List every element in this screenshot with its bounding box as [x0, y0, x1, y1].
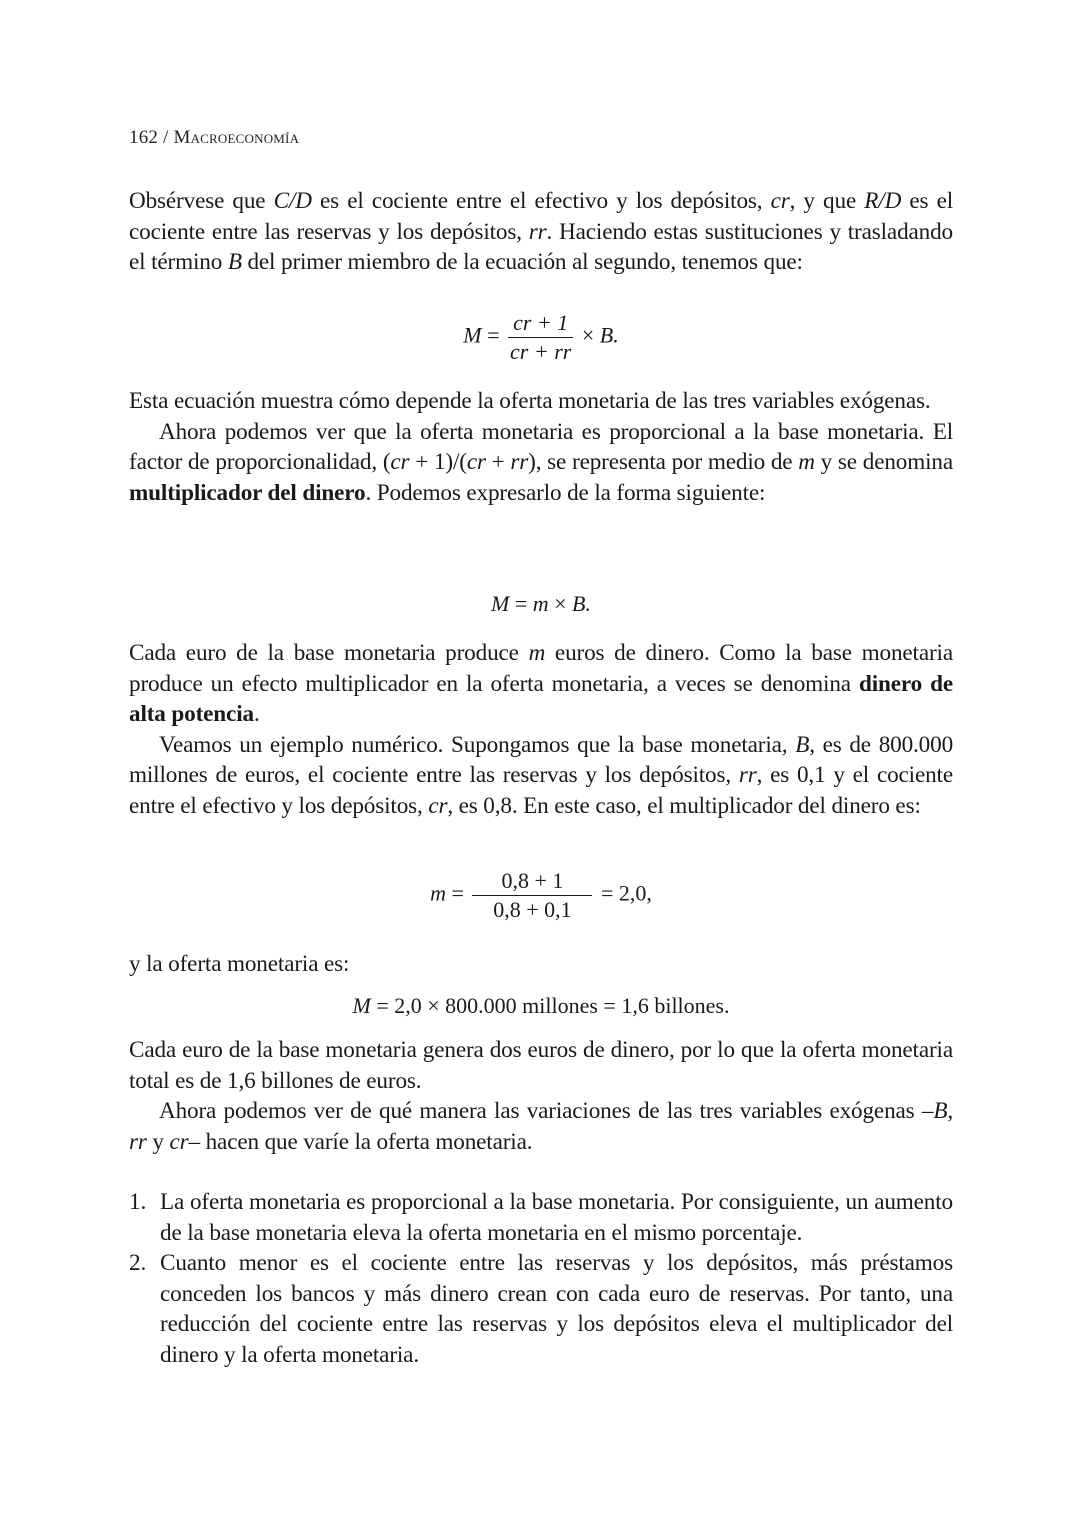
var-rr: rr: [510, 449, 529, 476]
text: – hacen que varíe la oferta monetaria.: [188, 1128, 533, 1155]
eq-rhs: B.: [572, 591, 591, 616]
var-cr: cr: [390, 449, 410, 476]
text: ,: [947, 1098, 953, 1125]
text: .: [253, 701, 260, 728]
eq-lhs: M: [490, 591, 510, 616]
text: es el cociente entre las reservas y los depósitos,: [129, 188, 953, 245]
list-item-number: 1.: [129, 1189, 147, 1215]
text: Ahora podemos ver que la oferta monetaria es proporcional a la base monetaria. El factor de proporcionalidad, (: [129, 418, 953, 476]
fraction-numerator: 0,8 + 1: [472, 868, 592, 896]
times-sign: ×: [581, 322, 595, 348]
text: . Podemos expresarlo de la forma siguiente:: [365, 479, 766, 506]
fraction: [472, 868, 592, 923]
times-sign: ×: [548, 591, 573, 616]
text: euros de dinero. Como la base monetaria produce un efecto multiplicador en la oferta monetaria, a veces se denomina: [129, 640, 953, 697]
var-cr: cr: [770, 188, 790, 214]
var-r-over-d: R/D: [864, 188, 902, 214]
text: Esta ecuación muestra cómo depende la oferta monetaria de las tres variables exógenas.: [129, 388, 931, 414]
text: , es de 800.000 millones de euros, el cociente entre las reservas y los depósitos,: [129, 731, 954, 789]
paragraph-conclusion: [129, 1035, 953, 1157]
text: Cada euro de la base monetaria genera dos euros de dinero, por lo que la oferta monetaria total es de 1,6 billones de euros.: [129, 1037, 953, 1094]
equation-multiplier-form: [129, 591, 953, 617]
paragraph-numeric-example: [129, 730, 953, 822]
eq-sign: =: [481, 322, 506, 348]
var-b: B: [795, 731, 810, 758]
list-item-number: 2.: [129, 1250, 147, 1277]
var-c-over-d: C/D: [273, 188, 312, 214]
text: es el cociente entre el efectivo y los depósitos,: [311, 188, 771, 214]
paragraph-high-powered-money: [129, 638, 953, 822]
var-cr: cr: [428, 792, 448, 819]
var-m: m: [798, 449, 815, 476]
var-b: B: [933, 1098, 948, 1125]
text: , y que: [789, 188, 865, 214]
var-m: m: [532, 591, 549, 616]
eq-sign: =: [446, 880, 470, 906]
eq-sign: =: [509, 591, 533, 616]
equation-multiplier-numeric: [129, 868, 953, 923]
text: Veamos un ejemplo numérico. Supongamos que la base monetaria,: [159, 731, 796, 758]
text: y se denomina: [814, 449, 953, 476]
text: + 1)/(: [409, 449, 467, 476]
text: . Haciendo estas sustituciones y trasladando el término: [129, 218, 953, 276]
list-item: [129, 1248, 953, 1370]
var-cr: cr: [466, 449, 486, 476]
list-item-text: La oferta monetaria es proporcional a la base monetaria. Por consiguiente, un aumento de la base monetaria eleva la oferta monetaria en el mismo porcentaje.: [160, 1189, 953, 1246]
text: +: [485, 449, 511, 476]
eq-rhs: B.: [599, 322, 619, 348]
paragraph-substitutions: [129, 186, 953, 278]
term-high-powered-money: dinero de alta potencia: [129, 670, 953, 728]
fraction-denominator: 0,8 + 0,1: [493, 897, 572, 922]
fraction-numerator: cr + 1: [508, 310, 573, 338]
fraction-denominator: cr + rr: [510, 339, 572, 364]
term-money-multiplier: multiplicador del dinero: [129, 479, 366, 506]
page-number: 162: [129, 127, 159, 148]
var-rr: rr: [738, 762, 757, 789]
text: Cada euro de la base monetaria produce: [129, 640, 529, 666]
eq-lhs: M: [463, 322, 482, 348]
text: y la oferta monetaria es:: [129, 951, 350, 977]
paragraph-equation-explanation: [129, 386, 953, 508]
eq-result: = 2,0,: [595, 880, 652, 906]
var-m: m: [528, 640, 546, 666]
list-item: [129, 1187, 953, 1248]
equation-money-supply-numeric: [129, 993, 953, 1019]
text: y: [146, 1128, 170, 1155]
var-rr: rr: [129, 1128, 147, 1155]
text: Obsérvese que: [129, 188, 274, 214]
text: , es 0,1 y el cociente entre el efectivo y los depósitos,: [129, 762, 953, 819]
text: del primer miembro de la ecuación al segundo, tenemos que:: [241, 249, 803, 276]
fraction: [508, 310, 573, 365]
header-separator: /: [158, 127, 174, 148]
eq-rest: = 2,0 × 800.000 millones = 1,6 billones.: [370, 993, 730, 1018]
text: Ahora podemos ver de qué manera las variaciones de las tres variables exógenas –: [159, 1098, 934, 1125]
running-header: [129, 127, 299, 149]
list-item-text: Cuanto menor es el cociente entre las reservas y los depósitos, más préstamos conceden los bancos y más dinero crean con cada euro de reservas. Por tanto, una reducción del cociente entre las reservas y los depósitos eleva el multiplicador del dinero y la oferta monetaria.: [160, 1250, 953, 1368]
paragraph-proportionality: [129, 417, 953, 509]
paragraph-variations: [129, 1096, 953, 1157]
var-b: B: [227, 249, 242, 276]
var-rr: rr: [528, 218, 547, 245]
var-cr: cr: [169, 1128, 189, 1155]
text: ), se representa por medio de: [528, 449, 799, 476]
text: , es 0,8. En este caso, el multiplicador del dinero es:: [447, 792, 921, 819]
paragraph-money-supply-intro: [129, 949, 953, 980]
eq-lhs: m: [430, 880, 447, 906]
book-title: Macroeconomía: [173, 127, 300, 148]
eq-lhs: M: [352, 993, 371, 1018]
numbered-list: [129, 1187, 953, 1371]
equation-money-supply: [129, 310, 953, 365]
